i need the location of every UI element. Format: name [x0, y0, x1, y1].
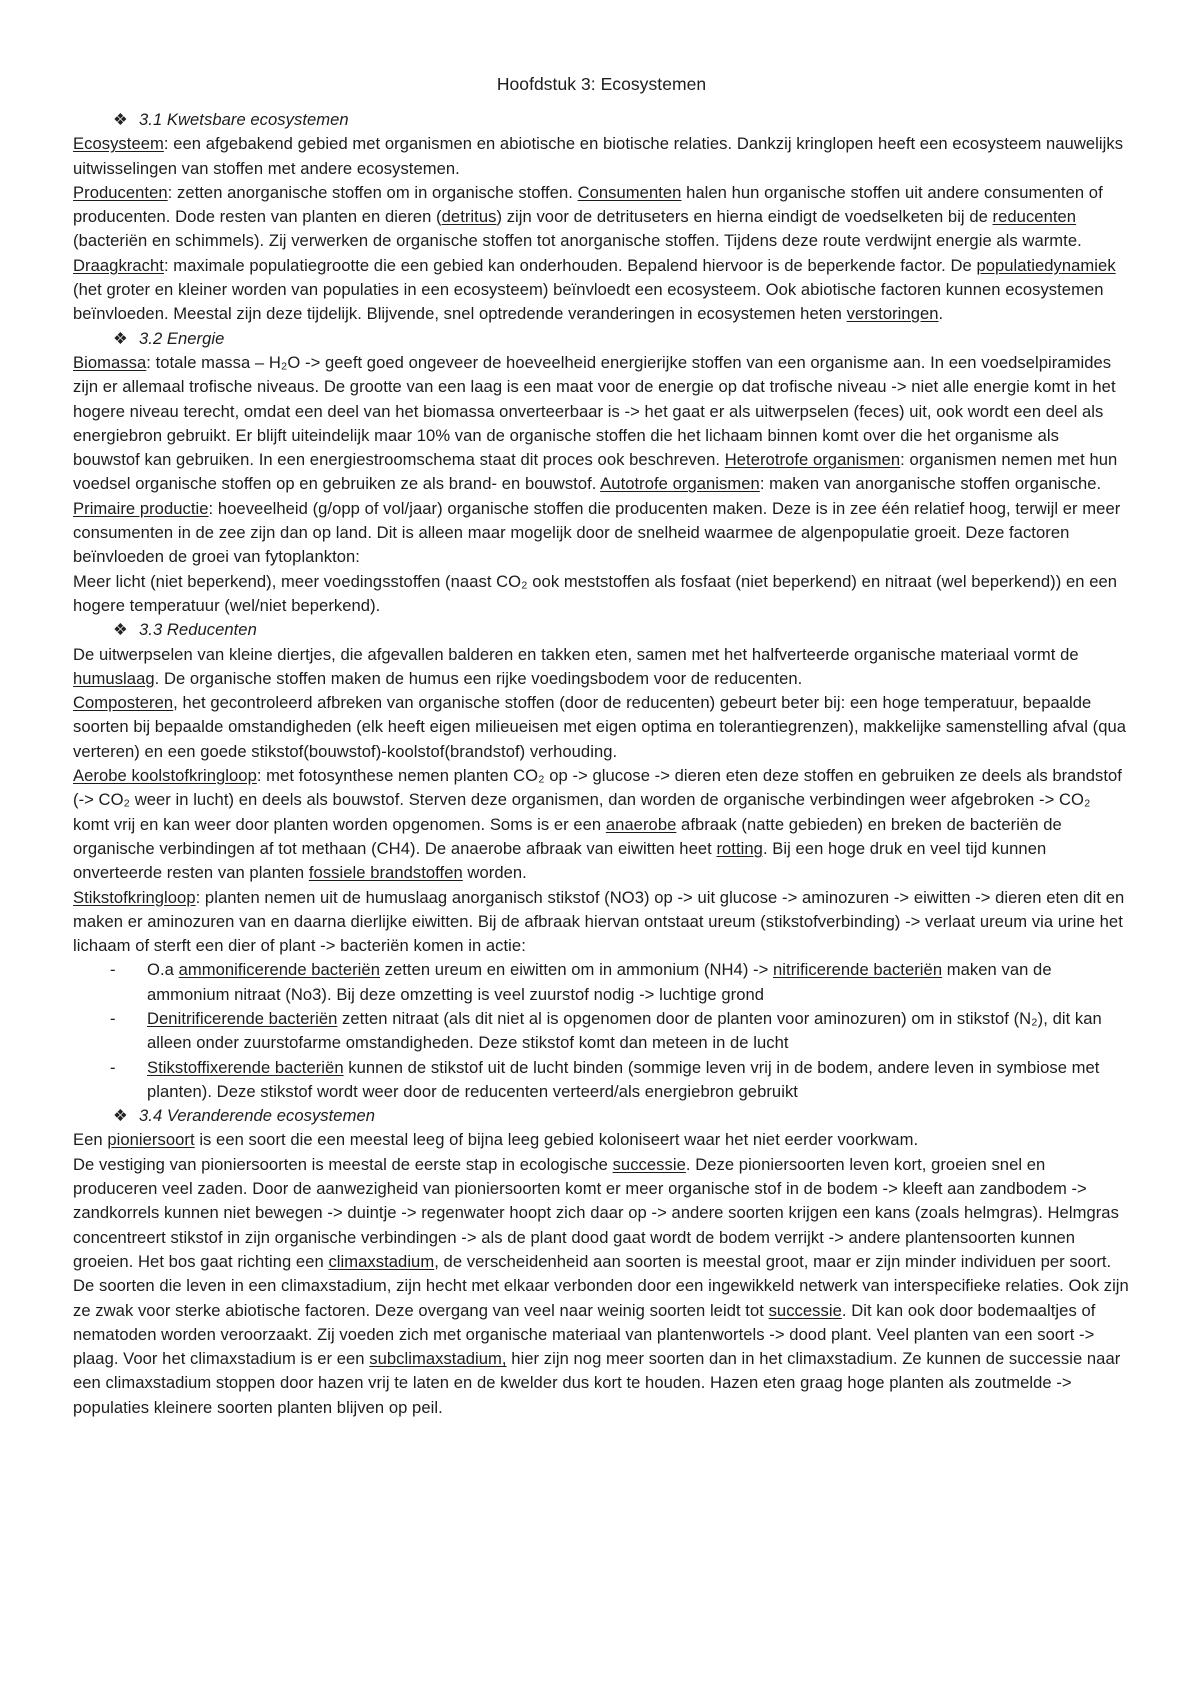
- text-run: . De organische stoffen maken de humus een rijke voedingsbodem voor de reducenten.: [154, 668, 803, 688]
- section-heading-text: 3.4 Veranderende ecosystemen: [139, 1106, 376, 1126]
- text-run: : totale massa – H₂O -> geeft goed ongeveer de hoeveelheid energierijke stoffen van een organisme aan. In een voedselpiramides zijn er allemaal trofische niveaus. De grootte van een laag is een maat voor de energie op dat trofische niveau -> niet alle energie komt in het hogere niveau terecht, omdat een deel van het biomassa onverteerbaar is -> het gaat er als uitwerpselen (feces) uit, ook wordt een deel als energiebron gebruikt. Er blijft uiteindelijk maar 10% van de organische stoffen die het lichaam binnen komt over die het organisme als bouwstof kan gebruiken. In een energiestroomschema staat dit proces ook beschreven.: [73, 352, 1116, 470]
- bacteria-list: [73, 958, 1130, 1104]
- dash-bullet-icon: -: [110, 960, 116, 980]
- text-run: : organismen nemen met hun voedsel organische stoffen op en gebruiken ze als brand- en bouwstof.: [73, 450, 1118, 494]
- section: [73, 327, 1130, 619]
- text-run: : hoeveelheid (g/opp of vol/jaar) organische stoffen die producenten maken. Deze is in zee één relatief hoog, terwijl er meer consumenten in de zee zijn dan op land. Dit is alleen maar mogelijk door de snelheid waarmee de algenpopulatie groeit. Deze factoren beïnvloeden de groei van fytoplankton:: [73, 498, 1121, 567]
- text-run: O.a: [147, 960, 179, 980]
- text-run: kunnen de stikstof uit de lucht binden (sommige leven vrij in de bodem, andere leven in symbiose met planten). Deze stikstof wordt weer door de reducenten verteerd/als energiebron gebruikt: [147, 1057, 1100, 1101]
- dash-bullet-icon: -: [110, 1008, 116, 1028]
- section: [73, 618, 1130, 1104]
- paragraph: [73, 643, 1130, 692]
- key-term: detritus: [441, 207, 497, 227]
- key-term: fossiele brandstoffen: [308, 863, 463, 883]
- section: [73, 108, 1130, 327]
- text-run: zetten nitraat (als dit niet al is opgenomen door de planten voor aminozuren) om in stikstof (N₂), dit kan alleen onder zuurstofarme omstandigheden. Deze stikstof komt dan meteen in de lucht: [147, 1008, 1102, 1053]
- section-heading-text: 3.3 Reducenten: [139, 620, 257, 640]
- paragraph: [73, 1153, 1130, 1420]
- document-title: Hoofdstuk 3: Ecosystemen: [496, 74, 707, 94]
- text-run: : met fotosynthese nemen planten CO₂ op -> glucose -> dieren eten deze stoffen en gebruiken ze deels als brandstof (-> CO₂ weer in lucht) en deels als bouwstof. Sterven deze organismen, dan worden de organische verbindingen weer afgebroken -> CO₂ komt vrij en kan weer door planten worden opgenomen. Soms is er een: [73, 766, 1122, 834]
- text-run: afbraak (natte gebieden) en breken de bacteriën de organische verbindingen af tot methaan (CH4). De anaerobe afbraak van eiwitten heet: [73, 814, 1062, 858]
- key-term: Composteren: [73, 693, 174, 713]
- text-run: : planten nemen uit de humuslaag anorganisch stikstof (NO3) op -> uit glucose -> aminozuren -> eiwitten -> dieren eten dit en maken er aminozuren van en daarna dierlijke eiwitten. Bij de afbraak hiervan ontstaat ureum (stikstofverbinding) -> verlaat ureum via urine het lichaam of sterft een dier of plant -> bacteriën komen in actie:: [73, 887, 1125, 956]
- document-body: [73, 108, 1130, 1420]
- text-run: De vestiging van pioniersoorten is meestal de eerste stap in ecologische: [73, 1154, 613, 1174]
- diamond-bullet-icon: ❖: [113, 328, 128, 348]
- diamond-bullet-icon: ❖: [113, 620, 128, 640]
- text-run: (het groter en kleiner worden van populaties in een ecosysteem) beïnvloedt een ecosysteem. Ook abiotische factoren kunnen ecosystemen beïnvloeden. Meestal zijn deze tijdelijk. Blijvende, snel optredende veranderingen in ecosystemen heten: [73, 280, 1104, 324]
- key-term: anaerobe: [605, 814, 677, 834]
- text-run: (bacteriën en schimmels). Zij verwerken de organische stoffen tot anorganische stoffen. Tijdens deze route verdwijnt energie als warmte.: [73, 231, 1082, 251]
- key-term: populatiedynamiek: [976, 255, 1116, 275]
- key-term: successie: [768, 1300, 842, 1320]
- list-item: [73, 958, 1130, 1007]
- text-run: : maken van anorganische stoffen organische.: [759, 474, 1102, 494]
- text-run: is een soort die een meestal leeg of bijna leeg gebied koloniseert waar het niet eerder voorkwam.: [194, 1130, 919, 1150]
- paragraph: [73, 132, 1130, 181]
- text-run: zetten ureum en eiwitten om in ammonium (NH4) ->: [379, 960, 774, 980]
- list-item: [73, 1056, 1130, 1105]
- text-run: : een afgebakend gebied met organismen en abiotische en biotische relaties. Dankzij kringlopen heeft een ecosysteem nauwelijks uitwisselingen van stoffen met andere ecosystemen.: [73, 134, 1124, 178]
- key-term: verstoringen: [846, 304, 939, 324]
- text-run: . Deze pioniersoorten leven kort, groeien snel en produceren veel zaden. Door de aanwezigheid van pioniersoorten komt er meer organische stof in de bodem -> kleeft aan zandbodem -> zandkorrels kunnen niet bewegen -> duintje -> regenwater hoopt zich daar op -> andere soorten krijgen een kans (zoals helmgras). Helmgras concentreert stikstof in zijn organische verbindingen -> als de plant dood gaat wordt de bodem verrijkt -> andere plantensoorten kunnen groeien. Het bos gaat richting een: [73, 1154, 1119, 1271]
- paragraph: [73, 1128, 1130, 1152]
- key-term: Autotrofe organismen: [600, 474, 760, 494]
- text-run: maken van de ammonium nitraat (No3). Bij deze omzetting is veel zuurstof nodig -> luchtige grond: [147, 960, 1052, 1004]
- text-run: halen hun organische stoffen uit andere consumenten of producenten. Dode resten van planten en dieren (: [73, 182, 1103, 227]
- key-term: Stikstofkringloop: [73, 887, 196, 907]
- key-term: successie: [612, 1154, 686, 1174]
- section-heading: [73, 327, 1130, 351]
- text-run: worden.: [462, 863, 527, 883]
- paragraph: [73, 254, 1130, 327]
- key-term: ammonificerende bacteriën: [178, 960, 380, 980]
- text-run: . Bij een hoge druk en veel tijd kunnen onverteerde resten van planten: [73, 838, 1047, 883]
- paragraph: [73, 351, 1130, 497]
- key-term: rotting: [716, 838, 763, 858]
- key-term: Draagkracht: [73, 255, 164, 275]
- paragraph: [73, 691, 1130, 764]
- section-heading: [73, 618, 1130, 642]
- key-term: reducenten: [992, 207, 1077, 227]
- text-run: .: [938, 304, 944, 324]
- text-run: Meer licht (niet beperkend), meer voedingsstoffen (naast CO₂ ook meststoffen als fosfaat (niet beperkend) en nitraat (wel beperkend)) en een hogere temperatuur (wel/niet beperkend).: [73, 571, 1118, 615]
- paragraph: [73, 764, 1130, 885]
- paragraph: [73, 886, 1130, 959]
- key-term: climaxstadium: [328, 1251, 435, 1271]
- text-run: ) zijn voor de detrituseters en hierna eindigt de voedselketen bij de: [496, 207, 993, 227]
- key-term: Denitrificerende bacteriën: [147, 1008, 338, 1028]
- key-term: Stikstoffixerende bacteriën: [147, 1057, 344, 1077]
- section: [73, 1104, 1130, 1420]
- key-term: Producenten: [73, 182, 168, 202]
- key-term: subclimaxstadium,: [369, 1349, 507, 1369]
- dash-bullet-icon: -: [110, 1057, 116, 1077]
- text-run: , de verscheidenheid aan soorten is meestal groot, maar er zijn minder individuen per soort. De soorten die leven in een climaxstadium, zijn hecht met elkaar verbonden door een ingewikkeld netwerk van interspecifieke relaties. Ook zijn ze zwak voor sterke abiotische factoren. Deze overgang van veel naar weinig soorten leidt tot: [73, 1251, 1129, 1320]
- text-run: , het gecontroleerd afbreken van organische stoffen (door de reducenten) gebeurt beter bij: een hoge temperatuur, bepaalde soorten bij bepaalde omstandigheden (elk heeft eigen milieueisen met eigen optima en tolerantiegrenzen), makkelijke samenstelling afval (qua verteren) en een goede stikstof(bouwstof)-koolstof(brandstof) verhouding.: [73, 693, 1127, 761]
- key-term: humuslaag: [73, 668, 155, 688]
- paragraph: [73, 497, 1130, 570]
- section-heading-text: 3.1 Kwetsbare ecosystemen: [139, 110, 349, 129]
- diamond-bullet-icon: ❖: [113, 1106, 128, 1126]
- key-term: Heterotrofe organismen: [724, 450, 901, 470]
- key-term: Consumenten: [577, 182, 682, 202]
- key-term: Ecosysteem: [73, 134, 164, 154]
- section-heading-text: 3.2 Energie: [139, 328, 225, 348]
- text-run: De uitwerpselen van kleine diertjes, die afgevallen balderen en takken eten, samen met het halfverteerde organische materiaal vormt de: [73, 644, 1079, 664]
- key-term: Primaire productie: [73, 498, 209, 518]
- section-heading: [73, 1104, 1130, 1128]
- key-term: pioniersoort: [107, 1130, 195, 1150]
- list-item: [73, 1007, 1130, 1056]
- key-term: Biomassa: [73, 352, 147, 372]
- text-run: Een: [73, 1130, 108, 1150]
- key-term: Aerobe koolstofkringloop: [73, 766, 257, 786]
- diamond-bullet-icon: ❖: [113, 110, 128, 129]
- paragraph: [73, 570, 1130, 619]
- text-run: . Dit kan ook door bodemaaltjes of nematoden worden veroorzaakt. Zij voeden zich met organische materiaal van plantenwortels -> dood plant. Veel planten van een soort -> plaag. Voor het climaxstadium is er een: [73, 1300, 1096, 1369]
- key-term: nitrificerende bacteriën: [773, 960, 943, 980]
- text-run: hier zijn nog meer soorten dan in het climaxstadium. Ze kunnen de successie naar een climaxstadium stoppen door hazen vrij te laten en de kwelder dus kort te houden. Hazen eten graag hoge planten als zoutmelde -> populaties kleinere soorten planten blijven op peil.: [73, 1349, 1121, 1417]
- text-run: : zetten anorganische stoffen om in organische stoffen.: [167, 182, 578, 202]
- text-run: : maximale populatiegrootte die een gebied kan onderhouden. Bepalend hiervoor is de beperkende factor. De: [163, 255, 977, 275]
- paragraph: [73, 181, 1130, 254]
- section-heading: [73, 108, 1130, 132]
